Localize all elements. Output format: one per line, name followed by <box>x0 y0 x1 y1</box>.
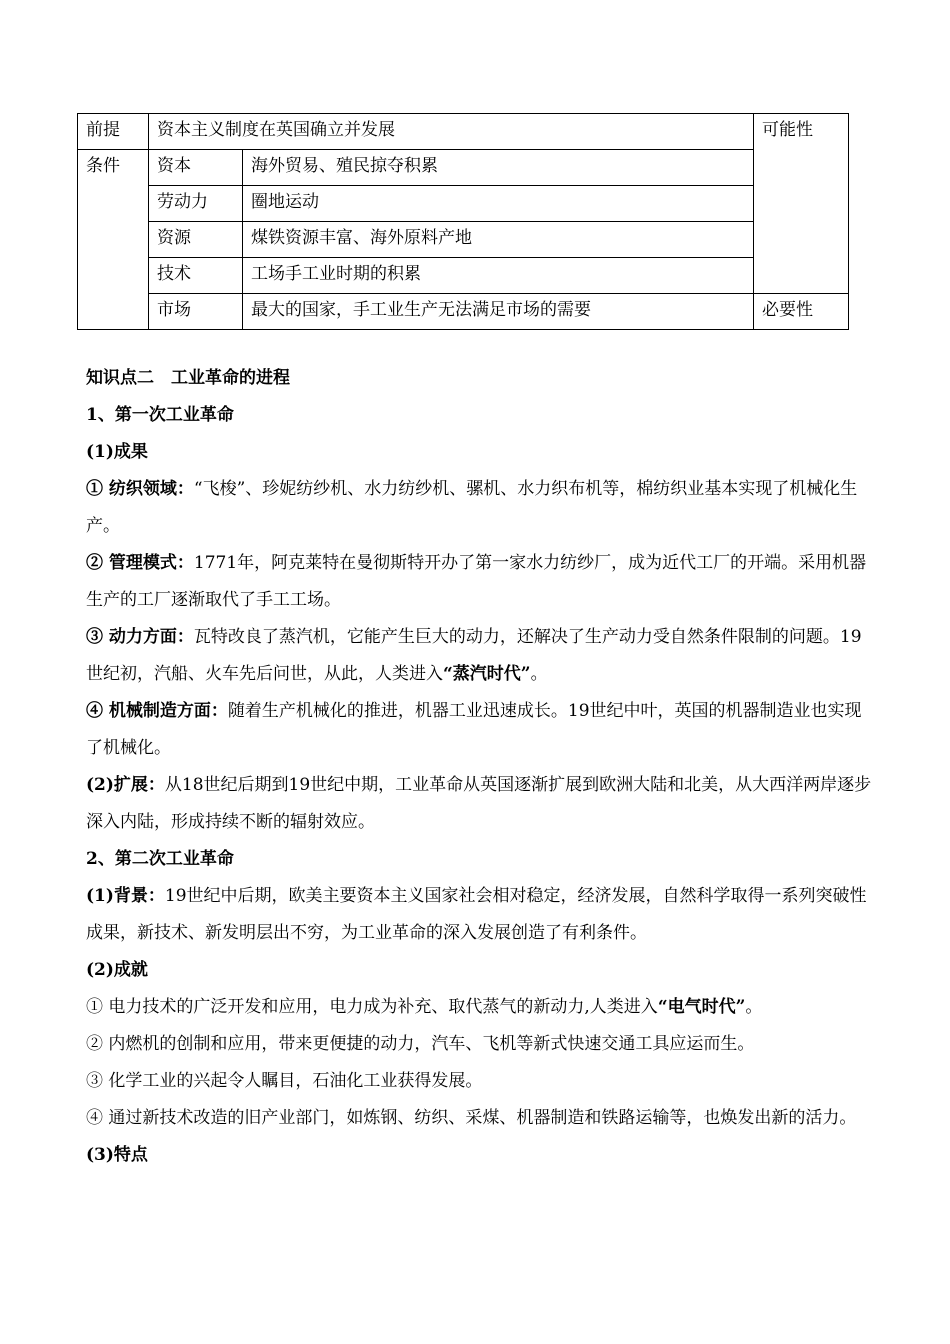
steam-age-term: “蒸汽时代” <box>443 664 531 684</box>
first-revolution-heading: 1、第一次工业革命 <box>86 405 234 425</box>
row-label: 资源 <box>149 222 243 258</box>
row-text: 海外贸易、殖民掠夺积累 <box>243 150 754 186</box>
background-label: (1)背景： <box>86 886 165 906</box>
possibility-cell: 可能性 <box>754 114 849 294</box>
table-row <box>78 258 849 294</box>
result-textile <box>86 471 876 545</box>
row-label: 资本 <box>149 150 243 186</box>
row-label: 劳动力 <box>149 186 243 222</box>
row-label: 市场 <box>149 294 243 330</box>
background-text: 19世纪中后期，欧美主要资本主义国家社会相对稳定，经济发展，自然科学取得一系列突破性成果，新技术、新发明层出不穷，为工业革命的深入发展创造了有利条件。 <box>86 886 867 943</box>
achievements-heading: (2)成就 <box>86 960 148 980</box>
section-title: 知识点二 工业革命的进程 <box>86 368 290 388</box>
document-body <box>86 360 876 1174</box>
expansion-label: (2)扩展： <box>86 775 165 795</box>
management-text: 1771年，阿克莱特在曼彻斯特开办了第一家水力纺纱厂，成为近代工厂的开端。采用机器生产的工厂逐渐取代了手工工场。 <box>86 553 867 610</box>
power-text: 瓦特改良了蒸汽机，它能产生巨大的动力，还解决了生产动力受自然条件限制的问题。19世纪初，汽船、火车先后问世，从此，人类进入 <box>86 627 862 684</box>
machinery-label: ④ 机械制造方面： <box>86 701 228 721</box>
result-power <box>86 619 876 693</box>
conditions-label: 条件 <box>78 150 149 330</box>
achievement-electricity <box>86 989 876 1026</box>
achievement-old-industries: ④ 通过新技术改造的旧产业部门，如炼钢、纺织、采煤、机器制造和铁路运输等，也焕发出新的活力。 <box>86 1108 857 1128</box>
row-text: 圈地运动 <box>243 186 754 222</box>
table-row <box>78 294 849 330</box>
background <box>86 878 876 952</box>
row-label: 技术 <box>149 258 243 294</box>
row-text: 煤铁资源丰富、海外原料产地 <box>243 222 754 258</box>
achievement-chemical: ③ 化学工业的兴起令人瞩目，石油化工业获得发展。 <box>86 1071 483 1091</box>
results-heading: (1)成果 <box>86 442 148 462</box>
expansion-text: 从18世纪后期到19世纪中期，工业革命从英国逐渐扩展到欧洲大陆和北美，从大西洋两岸逐步深入内陆，形成持续不断的辐射效应。 <box>86 775 872 832</box>
power-end: 。 <box>530 664 548 684</box>
management-label: ② 管理模式： <box>86 553 194 573</box>
table-row <box>78 222 849 258</box>
row-text: 最大的国家，手工业生产无法满足市场的需要 <box>243 294 754 330</box>
result-management <box>86 545 876 619</box>
result-machinery <box>86 693 876 767</box>
textile-label: ① 纺织领域： <box>86 479 194 499</box>
second-revolution-heading: 2、第二次工业革命 <box>86 849 234 869</box>
premise-label: 前提 <box>78 114 149 150</box>
conditions-table <box>77 113 849 330</box>
achievement-engine: ② 内燃机的创制和应用，带来更便捷的动力，汽车、飞机等新式快速交通工具应运而生。 <box>86 1034 755 1054</box>
electricity-text: ① 电力技术的广泛开发和应用，电力成为补充、取代蒸气的新动力,人类进入 <box>86 997 658 1017</box>
premise-text: 资本主义制度在英国确立并发展 <box>149 114 754 150</box>
row-text: 工场手工业时期的积累 <box>243 258 754 294</box>
table-row <box>78 186 849 222</box>
electric-age-term: “电气时代” <box>657 997 746 1017</box>
expansion <box>86 767 876 841</box>
power-label: ③ 动力方面： <box>86 627 194 647</box>
electricity-end: 。 <box>745 997 763 1017</box>
features-heading: (3)特点 <box>86 1145 148 1165</box>
table-row <box>78 114 849 150</box>
textile-text: “飞梭”、珍妮纺纱机、水力纺纱机、骡机、水力织布机等，棉纺织业基本实现了机械化生产。 <box>86 479 858 536</box>
table-row <box>78 150 849 186</box>
necessity-cell: 必要性 <box>754 294 849 330</box>
machinery-text: 随着生产机械化的推进，机器工业迅速成长。19世纪中叶，英国的机器制造业也实现了机械化。 <box>86 701 862 758</box>
